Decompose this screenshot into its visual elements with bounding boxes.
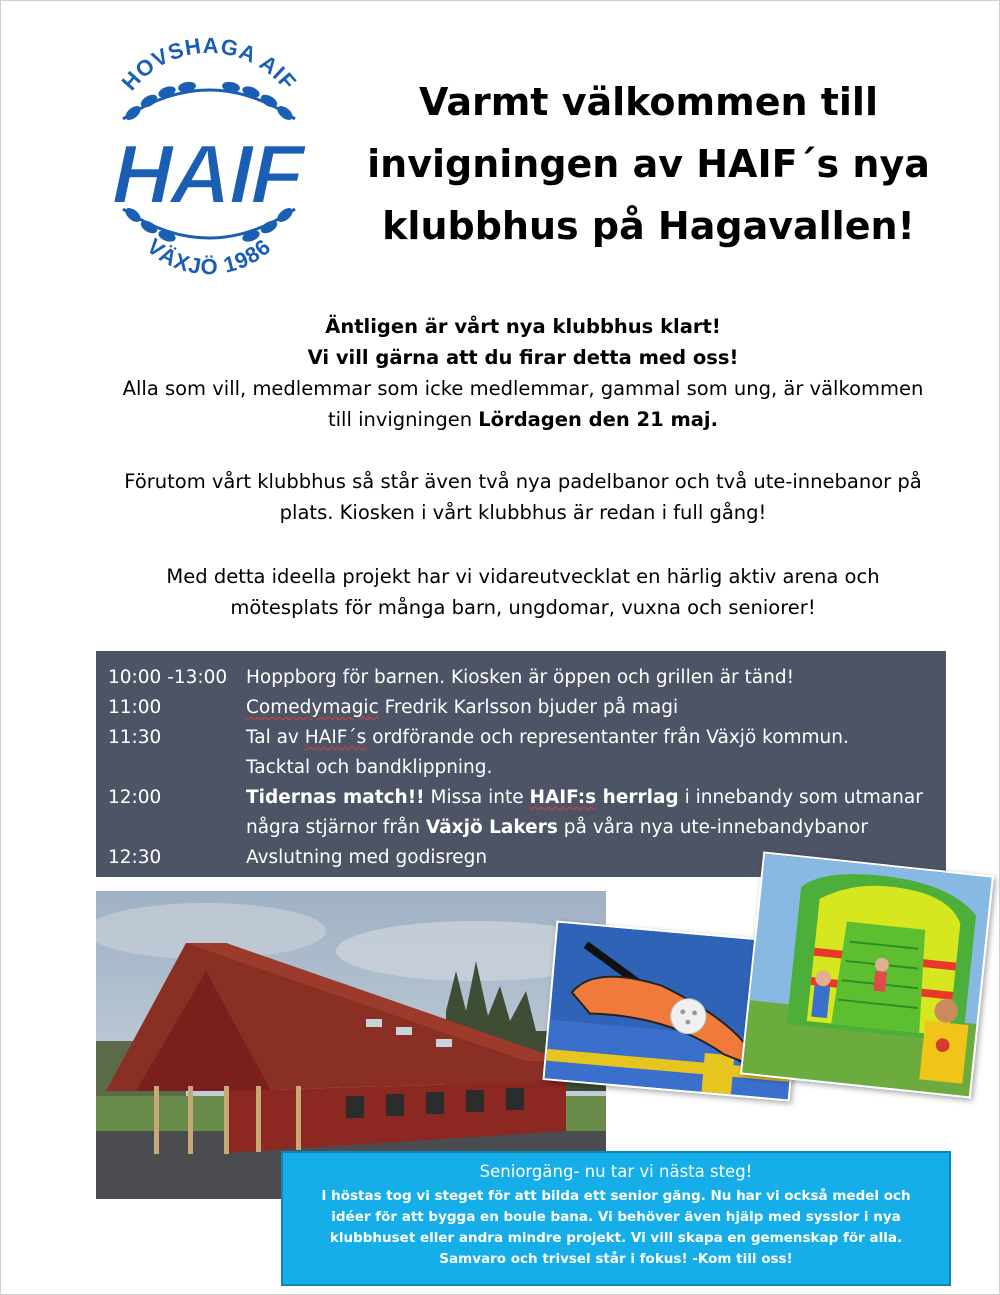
intro-line: Äntligen är vårt nya klubbhus klart! (325, 315, 721, 338)
schedule-text-span: Missa inte (424, 787, 530, 808)
schedule-row (108, 813, 946, 843)
intro-text (61, 311, 985, 435)
project-line: mötesplats för många barn, ungdomar, vuxna och seniorer! (230, 596, 816, 619)
bouncy-castle-photo (740, 851, 994, 1098)
schedule-row (108, 723, 946, 753)
project-text (61, 561, 985, 623)
intro-line (61, 404, 985, 435)
schedule-text-span: Fredrik Karlsson bjuder på magi (378, 697, 679, 718)
schedule-text-span: några stjärnor från (246, 817, 426, 838)
schedule-time: 11:30 (108, 727, 162, 748)
schedule-text: Tacktal och bandklippning. (246, 757, 493, 778)
schedule-text-span: Tal av (246, 727, 305, 748)
schedule-text-span: HAIF:s (529, 787, 597, 808)
logo-top-text: HOVSHAGA AIF (116, 32, 302, 96)
svg-text:VÄXJÖ 1986 (142, 234, 275, 280)
schedule-text (246, 813, 946, 843)
logo-main-text: HAIF (103, 126, 312, 221)
schedule-text-span: Comedymagic (246, 697, 379, 718)
senior-line: idéer för att bygga en boule bana. Vi behöver även hjälp med sysslor i nya (331, 1209, 901, 1225)
schedule-text-span: HAIF´s (304, 727, 367, 748)
schedule-text-span: ordförande och representanter från Växjö kommun. (366, 727, 849, 748)
senior-title: Seniorgäng- nu tar vi nästa steg! (479, 1162, 753, 1181)
title-line: invigningen av HAIF´s nya (367, 142, 930, 186)
senior-body (283, 1186, 949, 1270)
logo-bottom-text: VÄXJÖ 1986 (142, 233, 276, 280)
schedule-time-empty (108, 813, 246, 843)
schedule-text: Avslutning med godisregn (246, 847, 488, 868)
project-line: Med detta ideella projekt har vi vidareutvecklat en härlig aktiv arena och (166, 565, 880, 588)
intro-line: Alla som vill, medlemmar som icke medlemmar, gammal som ung, är välkommen (122, 377, 924, 400)
senior-line: I höstas tog vi steget för att bilda ett senior gäng. Nu har vi också medel och (321, 1188, 911, 1204)
schedule-time-empty (108, 753, 246, 783)
senior-line: klubbhuset eller andra mindre projekt. Vi vill skapa en gemenskap för alla. (329, 1230, 903, 1246)
schedule-time: 12:00 (108, 787, 162, 808)
schedule-text (246, 723, 946, 753)
schedule-row (108, 663, 946, 693)
title-line: Varmt välkommen till (419, 80, 878, 124)
schedule-text-span: på våra nya ute-innebandybanor (557, 817, 868, 838)
title-line: klubbhus på Hagavallen! (382, 204, 915, 248)
schedule-text-span: Tidernas match!! (246, 787, 425, 808)
schedule-time: 10:00 -13:00 (108, 667, 228, 688)
page-title (346, 71, 951, 257)
senior-line: Samvaro och trivsel står i fokus! -Kom till oss! (439, 1251, 793, 1267)
facilities-line: Förutom vårt klubbhus så står även två nya padelbanor och två ute-innebanor på (124, 470, 922, 493)
intro-line: Vi vill gärna att du firar detta med oss! (307, 346, 739, 369)
schedule-box (96, 651, 946, 877)
svg-text:HOVSHAGA AIF (117, 33, 302, 95)
schedule-text-span: herrlag (596, 787, 679, 808)
senior-group-box (281, 1151, 951, 1286)
schedule-time: 12:30 (108, 847, 162, 868)
schedule-text (246, 783, 946, 813)
intro-text-span: till invigningen (327, 408, 479, 431)
schedule-text: Hoppborg för barnen. Kiosken är öppen och grillen är tänd! (246, 667, 794, 688)
schedule-row (108, 693, 946, 723)
facilities-text (61, 466, 985, 528)
haif-logo (83, 31, 335, 293)
schedule-text (246, 693, 946, 723)
schedule-text-span: i innebandy som utmanar (678, 787, 923, 808)
facilities-line: plats. Kiosken i vårt klubbhus är redan i full gång! (279, 501, 767, 524)
schedule-row (108, 753, 946, 783)
schedule-text-span: Växjö Lakers (425, 817, 558, 838)
schedule-time: 11:00 (108, 697, 162, 718)
event-date: Lördagen den 21 maj. (478, 408, 719, 431)
schedule-row (108, 783, 946, 813)
